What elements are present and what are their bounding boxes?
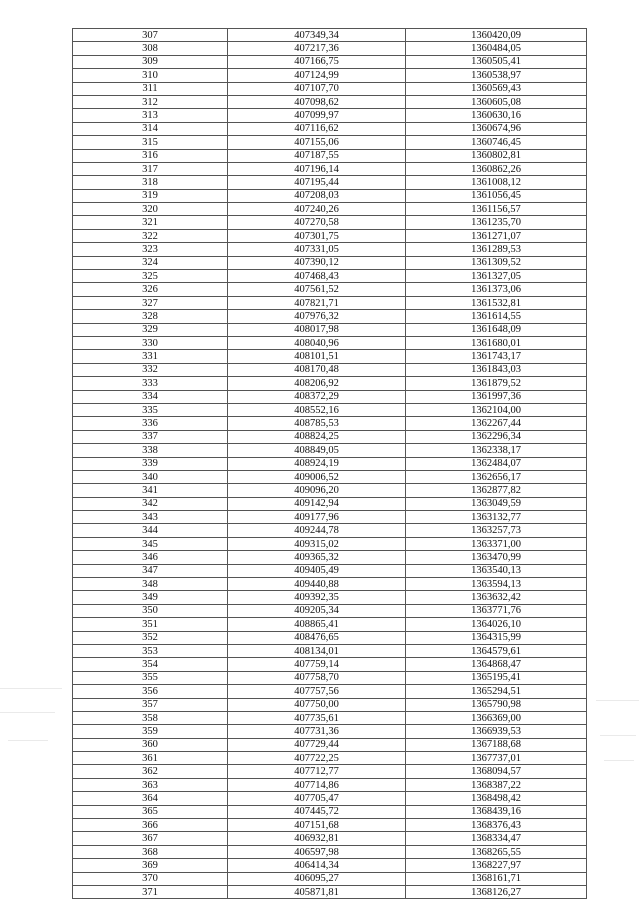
table-row bbox=[73, 778, 587, 791]
x-coordinate-cell: 408101,51 bbox=[228, 350, 406, 363]
point-number-cell: 314 bbox=[73, 122, 228, 135]
table-row bbox=[73, 819, 587, 832]
table-row bbox=[73, 136, 587, 149]
x-coordinate-cell: 407468,43 bbox=[228, 270, 406, 283]
point-number-cell: 355 bbox=[73, 671, 228, 684]
x-coordinate-cell: 406095,27 bbox=[228, 872, 406, 885]
x-coordinate-cell: 407561,52 bbox=[228, 283, 406, 296]
point-number-cell: 310 bbox=[73, 69, 228, 82]
y-coordinate-cell: 1360538,97 bbox=[406, 69, 587, 82]
table-row bbox=[73, 604, 587, 617]
point-number-cell: 337 bbox=[73, 430, 228, 443]
table-row bbox=[73, 886, 587, 899]
point-number-cell: 309 bbox=[73, 55, 228, 68]
x-coordinate-cell: 407301,75 bbox=[228, 229, 406, 242]
table-row bbox=[73, 162, 587, 175]
y-coordinate-cell: 1361056,45 bbox=[406, 189, 587, 202]
x-coordinate-cell: 407821,71 bbox=[228, 296, 406, 309]
x-coordinate-cell: 409315,02 bbox=[228, 537, 406, 550]
table-row bbox=[73, 350, 587, 363]
y-coordinate-cell: 1368334,47 bbox=[406, 832, 587, 845]
point-number-cell: 334 bbox=[73, 390, 228, 403]
y-coordinate-cell: 1361327,05 bbox=[406, 270, 587, 283]
y-coordinate-cell: 1360569,43 bbox=[406, 82, 587, 95]
y-coordinate-cell: 1368126,27 bbox=[406, 886, 587, 899]
table-row bbox=[73, 537, 587, 550]
x-coordinate-cell: 409142,94 bbox=[228, 497, 406, 510]
x-coordinate-cell: 407759,14 bbox=[228, 658, 406, 671]
table-row bbox=[73, 511, 587, 524]
y-coordinate-cell: 1362338,17 bbox=[406, 444, 587, 457]
point-number-cell: 340 bbox=[73, 470, 228, 483]
table-row bbox=[73, 618, 587, 631]
y-coordinate-cell: 1360630,16 bbox=[406, 109, 587, 122]
x-coordinate-cell: 409440,88 bbox=[228, 578, 406, 591]
table-row bbox=[73, 310, 587, 323]
x-coordinate-cell: 407217,36 bbox=[228, 42, 406, 55]
point-number-cell: 311 bbox=[73, 82, 228, 95]
point-number-cell: 338 bbox=[73, 444, 228, 457]
x-coordinate-cell: 409205,34 bbox=[228, 604, 406, 617]
y-coordinate-cell: 1366939,53 bbox=[406, 725, 587, 738]
point-number-cell: 363 bbox=[73, 778, 228, 791]
table-row bbox=[73, 109, 587, 122]
x-coordinate-cell: 407976,32 bbox=[228, 310, 406, 323]
point-number-cell: 328 bbox=[73, 310, 228, 323]
table-row bbox=[73, 578, 587, 591]
x-coordinate-cell: 407750,00 bbox=[228, 698, 406, 711]
x-coordinate-cell: 407240,26 bbox=[228, 203, 406, 216]
x-coordinate-cell: 407107,70 bbox=[228, 82, 406, 95]
table-row bbox=[73, 631, 587, 644]
point-number-cell: 320 bbox=[73, 203, 228, 216]
table-row bbox=[73, 484, 587, 497]
x-coordinate-cell: 407187,55 bbox=[228, 149, 406, 162]
y-coordinate-cell: 1360862,26 bbox=[406, 162, 587, 175]
y-coordinate-cell: 1361235,70 bbox=[406, 216, 587, 229]
point-number-cell: 339 bbox=[73, 457, 228, 470]
y-coordinate-cell: 1364026,10 bbox=[406, 618, 587, 631]
table-row bbox=[73, 711, 587, 724]
table-row bbox=[73, 82, 587, 95]
point-number-cell: 322 bbox=[73, 229, 228, 242]
point-number-cell: 370 bbox=[73, 872, 228, 885]
table-row bbox=[73, 832, 587, 845]
point-number-cell: 307 bbox=[73, 29, 228, 42]
table-row bbox=[73, 470, 587, 483]
y-coordinate-cell: 1365195,41 bbox=[406, 671, 587, 684]
table-row bbox=[73, 738, 587, 751]
table-row bbox=[73, 752, 587, 765]
x-coordinate-cell: 407331,05 bbox=[228, 243, 406, 256]
x-coordinate-cell: 407208,03 bbox=[228, 189, 406, 202]
y-coordinate-cell: 1363470,99 bbox=[406, 551, 587, 564]
table-row bbox=[73, 390, 587, 403]
y-coordinate-cell: 1368265,55 bbox=[406, 845, 587, 858]
x-coordinate-cell: 407722,25 bbox=[228, 752, 406, 765]
x-coordinate-cell: 409392,35 bbox=[228, 591, 406, 604]
point-number-cell: 366 bbox=[73, 819, 228, 832]
scan-artifact-right bbox=[596, 700, 639, 701]
point-number-cell: 354 bbox=[73, 658, 228, 671]
table-row bbox=[73, 336, 587, 349]
y-coordinate-cell: 1362296,34 bbox=[406, 430, 587, 443]
y-coordinate-cell: 1360420,09 bbox=[406, 29, 587, 42]
table-row bbox=[73, 296, 587, 309]
point-number-cell: 331 bbox=[73, 350, 228, 363]
x-coordinate-cell: 409244,78 bbox=[228, 524, 406, 537]
y-coordinate-cell: 1368498,42 bbox=[406, 792, 587, 805]
point-number-cell: 308 bbox=[73, 42, 228, 55]
y-coordinate-cell: 1361532,81 bbox=[406, 296, 587, 309]
point-number-cell: 345 bbox=[73, 537, 228, 550]
x-coordinate-cell: 409177,96 bbox=[228, 511, 406, 524]
y-coordinate-cell: 1364315,99 bbox=[406, 631, 587, 644]
x-coordinate-cell: 407729,44 bbox=[228, 738, 406, 751]
table-row bbox=[73, 551, 587, 564]
table-row bbox=[73, 243, 587, 256]
table-row bbox=[73, 658, 587, 671]
y-coordinate-cell: 1361373,06 bbox=[406, 283, 587, 296]
table-row bbox=[73, 765, 587, 778]
x-coordinate-cell: 407705,47 bbox=[228, 792, 406, 805]
point-number-cell: 316 bbox=[73, 149, 228, 162]
table-row bbox=[73, 564, 587, 577]
table-row bbox=[73, 283, 587, 296]
table-row bbox=[73, 229, 587, 242]
x-coordinate-cell: 407349,34 bbox=[228, 29, 406, 42]
point-number-cell: 343 bbox=[73, 511, 228, 524]
x-coordinate-cell: 407099,97 bbox=[228, 109, 406, 122]
y-coordinate-cell: 1362656,17 bbox=[406, 470, 587, 483]
x-coordinate-cell: 409096,20 bbox=[228, 484, 406, 497]
y-coordinate-cell: 1361289,53 bbox=[406, 243, 587, 256]
x-coordinate-cell: 407270,58 bbox=[228, 216, 406, 229]
table-row bbox=[73, 216, 587, 229]
point-number-cell: 346 bbox=[73, 551, 228, 564]
point-number-cell: 330 bbox=[73, 336, 228, 349]
point-number-cell: 367 bbox=[73, 832, 228, 845]
point-number-cell: 312 bbox=[73, 95, 228, 108]
y-coordinate-cell: 1363132,77 bbox=[406, 511, 587, 524]
point-number-cell: 326 bbox=[73, 283, 228, 296]
table-row bbox=[73, 792, 587, 805]
y-coordinate-cell: 1362484,07 bbox=[406, 457, 587, 470]
point-number-cell: 361 bbox=[73, 752, 228, 765]
point-number-cell: 348 bbox=[73, 578, 228, 591]
y-coordinate-cell: 1363540,13 bbox=[406, 564, 587, 577]
x-coordinate-cell: 408134,01 bbox=[228, 644, 406, 657]
y-coordinate-cell: 1363632,42 bbox=[406, 591, 587, 604]
y-coordinate-cell: 1362104,00 bbox=[406, 403, 587, 416]
y-coordinate-cell: 1361680,01 bbox=[406, 336, 587, 349]
table-row bbox=[73, 256, 587, 269]
point-number-cell: 319 bbox=[73, 189, 228, 202]
coordinates-table bbox=[72, 28, 587, 899]
y-coordinate-cell: 1367737,01 bbox=[406, 752, 587, 765]
table-row bbox=[73, 872, 587, 885]
x-coordinate-cell: 408849,05 bbox=[228, 444, 406, 457]
point-number-cell: 351 bbox=[73, 618, 228, 631]
table-row bbox=[73, 457, 587, 470]
x-coordinate-cell: 407124,99 bbox=[228, 69, 406, 82]
table-row bbox=[73, 524, 587, 537]
x-coordinate-cell: 407155,06 bbox=[228, 136, 406, 149]
x-coordinate-cell: 407151,68 bbox=[228, 819, 406, 832]
point-number-cell: 329 bbox=[73, 323, 228, 336]
y-coordinate-cell: 1367188,68 bbox=[406, 738, 587, 751]
table-row bbox=[73, 149, 587, 162]
point-number-cell: 352 bbox=[73, 631, 228, 644]
point-number-cell: 342 bbox=[73, 497, 228, 510]
point-number-cell: 371 bbox=[73, 886, 228, 899]
y-coordinate-cell: 1361156,57 bbox=[406, 203, 587, 216]
coordinates-table-body bbox=[73, 29, 587, 899]
table-row bbox=[73, 644, 587, 657]
point-number-cell: 333 bbox=[73, 377, 228, 390]
table-row bbox=[73, 69, 587, 82]
table-row bbox=[73, 417, 587, 430]
x-coordinate-cell: 408017,98 bbox=[228, 323, 406, 336]
y-coordinate-cell: 1366369,00 bbox=[406, 711, 587, 724]
y-coordinate-cell: 1361843,03 bbox=[406, 363, 587, 376]
table-row bbox=[73, 377, 587, 390]
point-number-cell: 360 bbox=[73, 738, 228, 751]
point-number-cell: 349 bbox=[73, 591, 228, 604]
point-number-cell: 350 bbox=[73, 604, 228, 617]
y-coordinate-cell: 1362267,44 bbox=[406, 417, 587, 430]
table-row bbox=[73, 430, 587, 443]
point-number-cell: 313 bbox=[73, 109, 228, 122]
table-row bbox=[73, 725, 587, 738]
y-coordinate-cell: 1368376,43 bbox=[406, 819, 587, 832]
table-row bbox=[73, 176, 587, 189]
table-row bbox=[73, 323, 587, 336]
y-coordinate-cell: 1361008,12 bbox=[406, 176, 587, 189]
y-coordinate-cell: 1363257,73 bbox=[406, 524, 587, 537]
point-number-cell: 369 bbox=[73, 859, 228, 872]
table-row bbox=[73, 859, 587, 872]
x-coordinate-cell: 407445,72 bbox=[228, 805, 406, 818]
y-coordinate-cell: 1364579,61 bbox=[406, 644, 587, 657]
point-number-cell: 324 bbox=[73, 256, 228, 269]
x-coordinate-cell: 407196,14 bbox=[228, 162, 406, 175]
table-row bbox=[73, 42, 587, 55]
table-row bbox=[73, 403, 587, 416]
y-coordinate-cell: 1361614,55 bbox=[406, 310, 587, 323]
x-coordinate-cell: 408824,25 bbox=[228, 430, 406, 443]
point-number-cell: 365 bbox=[73, 805, 228, 818]
point-number-cell: 341 bbox=[73, 484, 228, 497]
y-coordinate-cell: 1360484,05 bbox=[406, 42, 587, 55]
scan-artifact-right bbox=[604, 760, 634, 761]
point-number-cell: 317 bbox=[73, 162, 228, 175]
x-coordinate-cell: 407195,44 bbox=[228, 176, 406, 189]
x-coordinate-cell: 409405,49 bbox=[228, 564, 406, 577]
table-row bbox=[73, 845, 587, 858]
table-row bbox=[73, 805, 587, 818]
point-number-cell: 315 bbox=[73, 136, 228, 149]
x-coordinate-cell: 408206,92 bbox=[228, 377, 406, 390]
x-coordinate-cell: 407098,62 bbox=[228, 95, 406, 108]
point-number-cell: 364 bbox=[73, 792, 228, 805]
x-coordinate-cell: 407735,61 bbox=[228, 711, 406, 724]
table-row bbox=[73, 671, 587, 684]
table-row bbox=[73, 189, 587, 202]
x-coordinate-cell: 408170,48 bbox=[228, 363, 406, 376]
table-row bbox=[73, 685, 587, 698]
x-coordinate-cell: 408865,41 bbox=[228, 618, 406, 631]
point-number-cell: 325 bbox=[73, 270, 228, 283]
point-number-cell: 344 bbox=[73, 524, 228, 537]
point-number-cell: 359 bbox=[73, 725, 228, 738]
x-coordinate-cell: 408785,53 bbox=[228, 417, 406, 430]
y-coordinate-cell: 1360746,45 bbox=[406, 136, 587, 149]
x-coordinate-cell: 408372,29 bbox=[228, 390, 406, 403]
x-coordinate-cell: 409365,32 bbox=[228, 551, 406, 564]
y-coordinate-cell: 1365294,51 bbox=[406, 685, 587, 698]
table-row bbox=[73, 29, 587, 42]
y-coordinate-cell: 1368094,57 bbox=[406, 765, 587, 778]
scan-artifact-left bbox=[0, 688, 62, 689]
x-coordinate-cell: 407731,36 bbox=[228, 725, 406, 738]
table-row bbox=[73, 497, 587, 510]
y-coordinate-cell: 1361743,17 bbox=[406, 350, 587, 363]
scan-artifact-left bbox=[8, 740, 48, 741]
y-coordinate-cell: 1360674,96 bbox=[406, 122, 587, 135]
x-coordinate-cell: 407116,62 bbox=[228, 122, 406, 135]
y-coordinate-cell: 1364868,47 bbox=[406, 658, 587, 671]
table-row bbox=[73, 203, 587, 216]
y-coordinate-cell: 1363049,59 bbox=[406, 497, 587, 510]
x-coordinate-cell: 408552,16 bbox=[228, 403, 406, 416]
x-coordinate-cell: 408924,19 bbox=[228, 457, 406, 470]
scan-artifact-left bbox=[0, 712, 55, 713]
y-coordinate-cell: 1363594,13 bbox=[406, 578, 587, 591]
y-coordinate-cell: 1368439,16 bbox=[406, 805, 587, 818]
y-coordinate-cell: 1365790,98 bbox=[406, 698, 587, 711]
point-number-cell: 336 bbox=[73, 417, 228, 430]
x-coordinate-cell: 407714,86 bbox=[228, 778, 406, 791]
y-coordinate-cell: 1361879,52 bbox=[406, 377, 587, 390]
point-number-cell: 332 bbox=[73, 363, 228, 376]
point-number-cell: 353 bbox=[73, 644, 228, 657]
point-number-cell: 323 bbox=[73, 243, 228, 256]
y-coordinate-cell: 1361648,09 bbox=[406, 323, 587, 336]
x-coordinate-cell: 407390,12 bbox=[228, 256, 406, 269]
y-coordinate-cell: 1361309,52 bbox=[406, 256, 587, 269]
point-number-cell: 318 bbox=[73, 176, 228, 189]
y-coordinate-cell: 1368387,22 bbox=[406, 778, 587, 791]
point-number-cell: 327 bbox=[73, 296, 228, 309]
table-row bbox=[73, 363, 587, 376]
point-number-cell: 347 bbox=[73, 564, 228, 577]
point-number-cell: 368 bbox=[73, 845, 228, 858]
point-number-cell: 357 bbox=[73, 698, 228, 711]
scan-artifact-right bbox=[600, 735, 636, 736]
x-coordinate-cell: 405871,81 bbox=[228, 886, 406, 899]
x-coordinate-cell: 406414,34 bbox=[228, 859, 406, 872]
x-coordinate-cell: 406597,98 bbox=[228, 845, 406, 858]
x-coordinate-cell: 407758,70 bbox=[228, 671, 406, 684]
y-coordinate-cell: 1363371,00 bbox=[406, 537, 587, 550]
point-number-cell: 335 bbox=[73, 403, 228, 416]
point-number-cell: 356 bbox=[73, 685, 228, 698]
point-number-cell: 362 bbox=[73, 765, 228, 778]
y-coordinate-cell: 1360802,81 bbox=[406, 149, 587, 162]
table-row bbox=[73, 591, 587, 604]
x-coordinate-cell: 409006,52 bbox=[228, 470, 406, 483]
y-coordinate-cell: 1361997,36 bbox=[406, 390, 587, 403]
x-coordinate-cell: 408476,65 bbox=[228, 631, 406, 644]
x-coordinate-cell: 406932,81 bbox=[228, 832, 406, 845]
y-coordinate-cell: 1362877,82 bbox=[406, 484, 587, 497]
y-coordinate-cell: 1360605,08 bbox=[406, 95, 587, 108]
x-coordinate-cell: 407166,75 bbox=[228, 55, 406, 68]
y-coordinate-cell: 1360505,41 bbox=[406, 55, 587, 68]
x-coordinate-cell: 407757,56 bbox=[228, 685, 406, 698]
table-row bbox=[73, 444, 587, 457]
y-coordinate-cell: 1368227,97 bbox=[406, 859, 587, 872]
table-row bbox=[73, 122, 587, 135]
x-coordinate-cell: 408040,96 bbox=[228, 336, 406, 349]
point-number-cell: 358 bbox=[73, 711, 228, 724]
table-row bbox=[73, 270, 587, 283]
y-coordinate-cell: 1363771,76 bbox=[406, 604, 587, 617]
y-coordinate-cell: 1368161,71 bbox=[406, 872, 587, 885]
table-row bbox=[73, 698, 587, 711]
x-coordinate-cell: 407712,77 bbox=[228, 765, 406, 778]
table-row bbox=[73, 95, 587, 108]
table-row bbox=[73, 55, 587, 68]
point-number-cell: 321 bbox=[73, 216, 228, 229]
y-coordinate-cell: 1361271,07 bbox=[406, 229, 587, 242]
